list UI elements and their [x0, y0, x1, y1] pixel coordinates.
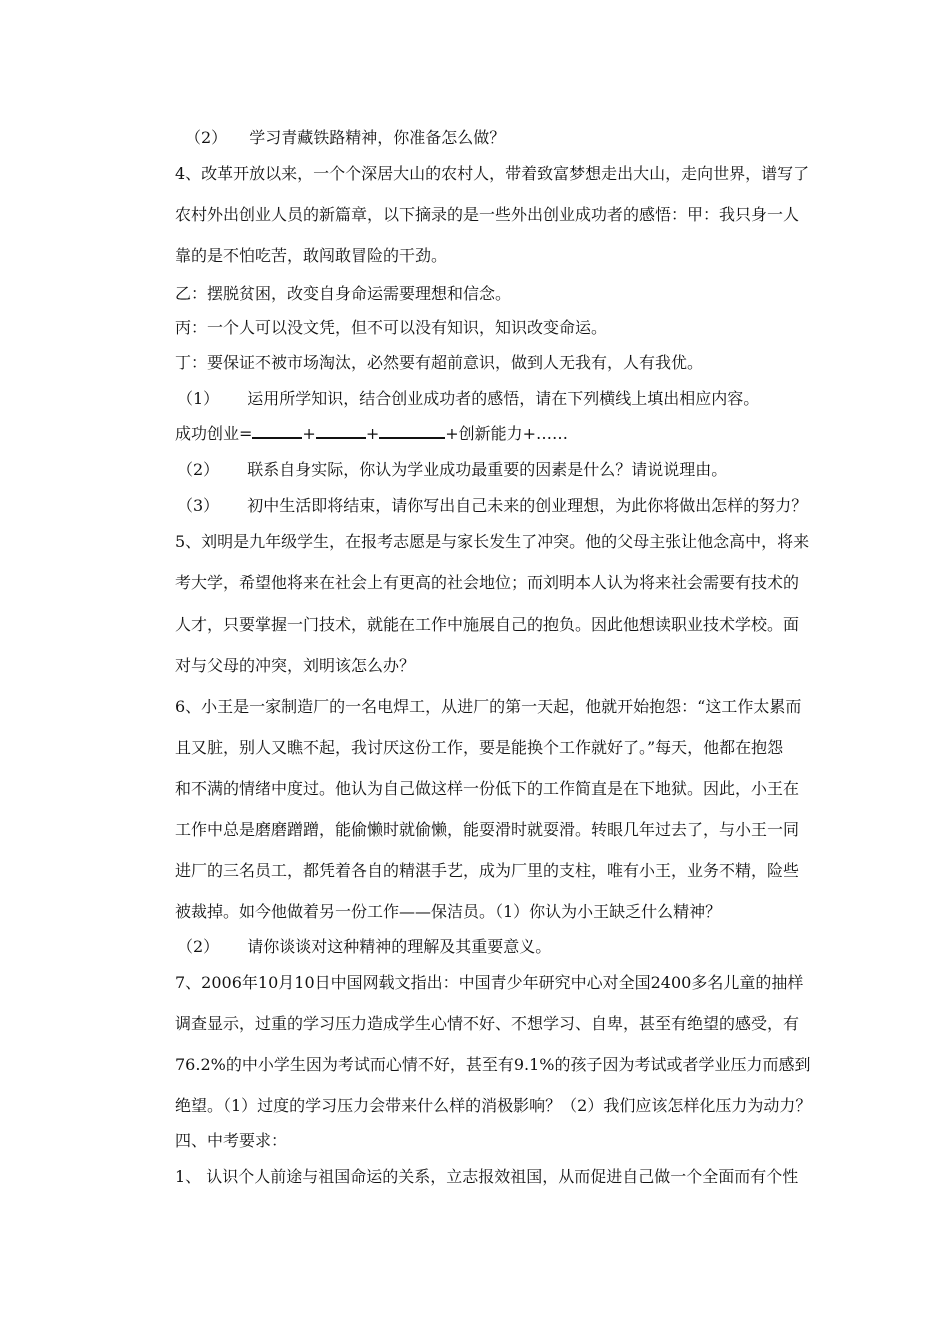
question-6-line-1: 6、小王是一家制造厂的一名电焊工，从进厂的第一天起，他就开始抱怨：“这工作太累而	[175, 697, 802, 716]
formula-plus: +	[302, 424, 316, 443]
question-4-line-2: 农村外出创业人员的新篇章，以下摘录的是一些外出创业成功者的感悟：甲：我只身一人	[175, 205, 800, 224]
item-text: 初中生活即将结束，请你写出自己未来的创业理想，为此你将做出怎样的努力？	[247, 496, 808, 515]
question-7-line-2: 调查显示，过重的学习压力造成学生心情不好、不想学习、自卑，甚至有绝望的感受，有	[175, 1014, 800, 1033]
question-5-line-4: 对与父母的冲突，刘明该怎么办？	[175, 656, 416, 675]
quote-bing: 丙：一个人可以没文凭，但不可以没有知识，知识改变命运。	[175, 318, 608, 337]
question-4-line-3: 靠的是不怕吃苦，敢闯敢冒险的干劲。	[175, 246, 448, 265]
question-6-line-4: 工作中总是磨磨蹭蹭，能偷懒时就偷懒，能耍滑时就耍滑。转眼几年过去了，与小王一同	[175, 820, 800, 839]
fill-blank-1[interactable]	[252, 425, 302, 439]
question-6-line-5: 进厂的三名员工，都凭着各自的精湛手艺，成为厂里的支柱，唯有小王，业务不精，险些	[175, 861, 800, 880]
item-number: （3）	[177, 496, 220, 515]
item-number: （2）	[185, 128, 228, 147]
formula-plus: +	[365, 424, 380, 443]
quote-ding: 丁：要保证不被市场淘汰，必然要有超前意识，做到人无我有，人有我优。	[175, 353, 704, 372]
item-number: （2）	[177, 460, 220, 479]
question-4-part-1	[177, 389, 759, 409]
question-7-line-4: 绝望。（1）过度的学习压力会带来什么样的消极影响？（2）我们应该怎样化压力为动力？	[175, 1096, 812, 1115]
question-6-line-2: 且又脏，别人又瞧不起，我讨厌这份工作，要是能换个工作就好了。”每天，他都在抱怨	[175, 738, 784, 757]
item-text: 请你谈谈对这种精神的理解及其重要意义。	[247, 937, 552, 956]
formula-prefix: 成功创业=	[175, 424, 253, 443]
item-number: （2）	[177, 937, 220, 956]
question-7-line-3: 76.2%的中小学生因为考试而心情不好，甚至有9.1%的孩子因为考试或者学业压力而感到	[175, 1055, 811, 1074]
question-5-line-1: 5、刘明是九年级学生，在报考志愿是与家长发生了冲突。他的父母主张让他念高中，将来	[175, 532, 810, 551]
item-number: （1）	[177, 389, 220, 408]
quote-yi: 乙：摆脱贫困，改变自身命运需要理想和信念。	[175, 284, 512, 303]
formula-line	[175, 424, 568, 444]
question-5-line-2: 考大学，希望他将来在社会上有更高的社会地位；而刘明本人认为将来社会需要有技术的	[175, 573, 800, 592]
formula-suffix: +创新能力+……	[445, 424, 569, 443]
question-5-line-3: 人才，只要掌握一门技术，就能在工作中施展自己的抱负。因此他想读职业技术学校。面	[175, 615, 800, 634]
question-6-part-2	[177, 937, 551, 957]
section-heading-zhongkao: 四、中考要求：	[175, 1131, 288, 1150]
question-4-line-1: 4、改革开放以来，一个个深居大山的农村人，带着致富梦想走出大山，走向世界，谱写了	[175, 164, 810, 183]
requirement-1: 1、 认识个人前途与祖国命运的关系，立志报效祖国，从而促进自己做一个全面而有个性	[175, 1167, 799, 1186]
question-6-line-3: 和不满的情绪中度过。他认为自己做这样一份低下的工作简直是在下地狱。因此，小王在	[175, 779, 800, 798]
item-text: 学习青藏铁路精神，你准备怎么做？	[249, 128, 506, 147]
question-3-part-2	[185, 128, 505, 148]
question-7-line-1: 7、2006年10月10日中国网载文指出：中国青少年研究中心对全国2400多名儿童的抽样	[175, 973, 804, 992]
fill-blank-2[interactable]	[316, 425, 366, 439]
item-text: 联系自身实际，你认为学业成功最重要的因素是什么？请说说理由。	[247, 460, 728, 479]
question-6-line-6: 被裁掉。如今他做着另一份工作——保洁员。（1）你认为小王缺乏什么精神？	[175, 902, 722, 921]
item-text: 运用所学知识，结合创业成功者的感悟，请在下列横线上填出相应内容。	[247, 389, 760, 408]
question-4-part-3	[177, 496, 807, 516]
question-4-part-2	[177, 460, 727, 480]
fill-blank-3[interactable]	[379, 425, 445, 439]
